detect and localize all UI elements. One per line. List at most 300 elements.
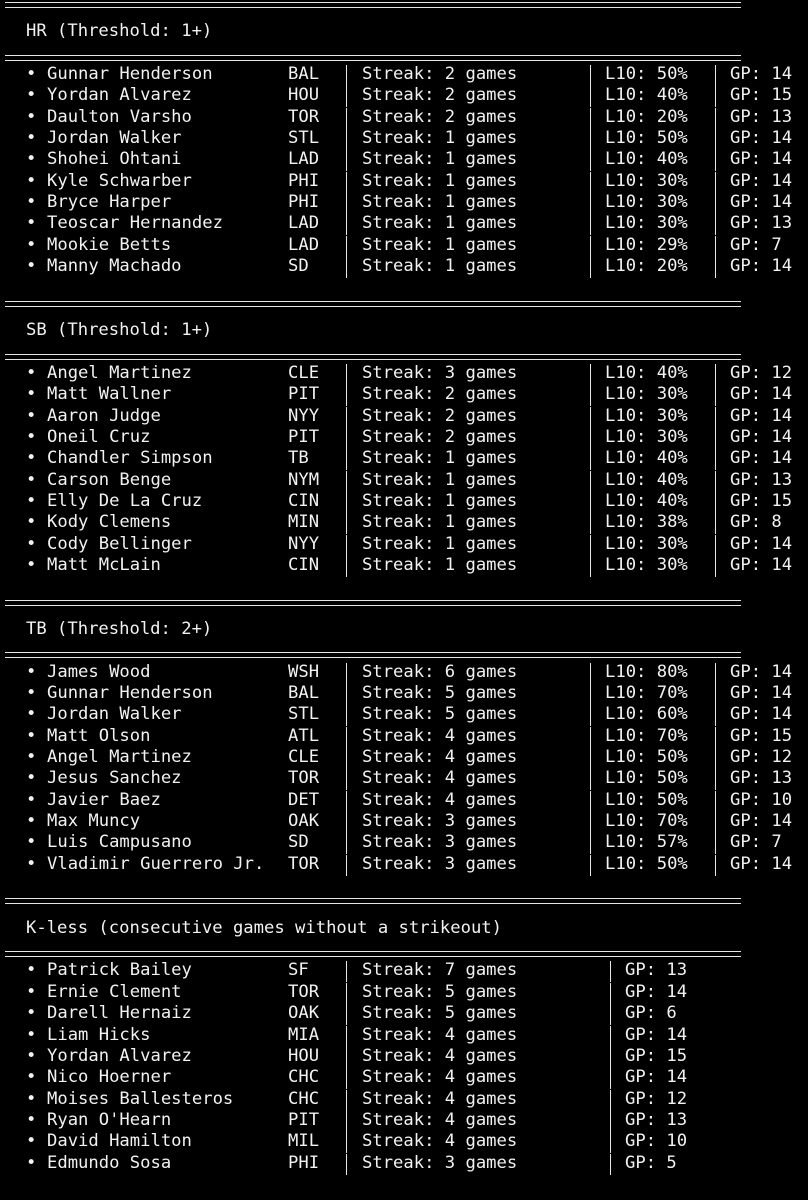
streak-value: Streak: 4 games: [362, 1067, 518, 1088]
player-name: Kody Clemens: [47, 512, 172, 533]
l10-value: L10: 30%: [605, 213, 688, 234]
player-row: [5, 512, 805, 533]
bullet-icon: •: [26, 704, 37, 725]
team-code: CIN: [288, 490, 320, 511]
player-row: [5, 1153, 805, 1174]
l10-value: L10: 50%: [605, 128, 688, 149]
streak-value: Streak: 5 games: [362, 981, 518, 1002]
bullet-icon: •: [26, 533, 37, 554]
player-name: Yordan Alvarez: [47, 1045, 192, 1066]
column-separator: [590, 727, 591, 748]
player-row: [5, 982, 805, 1003]
player-name: Vladimir Guerrero Jr.: [47, 853, 265, 874]
column-separator: [346, 961, 347, 982]
streak-value: Streak: 1 games: [362, 128, 518, 149]
streak-value: Streak: 1 games: [362, 192, 518, 213]
l10-value: L10: 50%: [605, 64, 688, 85]
player-row: [5, 534, 805, 555]
column-separator: [590, 214, 591, 235]
player-name: Daulton Varsho: [47, 106, 192, 127]
column-separator: [715, 812, 716, 833]
column-separator: [590, 150, 591, 171]
column-separator: [346, 385, 347, 406]
bullet-icon: •: [26, 661, 37, 682]
streak-value: Streak: 1 games: [362, 490, 518, 511]
bullet-icon: •: [26, 1109, 37, 1130]
player-row: [5, 1003, 805, 1024]
column-separator: [346, 1026, 347, 1047]
streak-value: Streak: 4 games: [362, 1045, 518, 1066]
l10-value: L10: 57%: [605, 832, 688, 853]
column-separator: [715, 364, 716, 385]
player-row: [5, 448, 805, 469]
player-name: Javier Baez: [47, 789, 161, 810]
column-separator: [715, 193, 716, 214]
l10-value: L10: 30%: [605, 533, 688, 554]
section-title: SB (Threshold: 1+): [26, 320, 213, 341]
gp-value: GP: 14: [730, 683, 793, 703]
bullet-icon: •: [26, 405, 37, 426]
column-separator: [346, 407, 347, 428]
player-name: Matt Wallner: [47, 384, 172, 405]
bullet-icon: •: [26, 960, 37, 981]
streak-value: Streak: 7 games: [362, 960, 518, 981]
player-name: Max Muncy: [47, 811, 141, 832]
team-code: CHC: [288, 1067, 320, 1088]
gp-value: GP: 13: [625, 960, 688, 981]
divider-top: [5, 896, 805, 917]
streak-value: Streak: 4 games: [362, 725, 518, 746]
column-separator: [346, 748, 347, 769]
blank-line: [5, 875, 805, 896]
player-row: [5, 406, 805, 427]
gp-value: GP: 14: [625, 1024, 688, 1045]
team-code: LAD: [288, 149, 320, 170]
player-row: [5, 470, 805, 491]
streak-value: Streak: 1 games: [362, 213, 518, 234]
column-separator: [715, 65, 716, 86]
streak-value: Streak: 4 games: [362, 789, 518, 810]
player-row: [5, 64, 805, 85]
streak-value: Streak: 2 games: [362, 384, 518, 405]
player-name: Luis Campusano: [47, 832, 192, 853]
l10-value: L10: 20%: [605, 256, 688, 277]
player-row: [5, 107, 805, 128]
team-code: MIN: [288, 512, 320, 533]
player-name: Elly De La Cruz: [47, 490, 203, 511]
team-code: OAK: [288, 811, 320, 832]
gp-value: GP: 14: [625, 981, 688, 1002]
l10-value: L10: 20%: [605, 106, 688, 127]
column-separator: [590, 449, 591, 470]
bullet-icon: •: [26, 768, 37, 789]
streak-value: Streak: 2 games: [362, 85, 518, 106]
team-code: HOU: [288, 1045, 320, 1066]
player-row: [5, 363, 805, 384]
bullet-icon: •: [26, 853, 37, 874]
bullet-icon: •: [26, 512, 37, 533]
column-separator: [346, 193, 347, 214]
team-code: TB: [288, 448, 309, 469]
column-separator: [715, 236, 716, 257]
column-separator: [590, 684, 591, 705]
column-separator: [346, 236, 347, 257]
player-row: [5, 128, 805, 149]
team-code: SD: [288, 256, 309, 277]
divider-bottom: [5, 43, 805, 64]
player-name: James Wood: [47, 661, 151, 682]
player-name: Bryce Harper: [47, 192, 172, 213]
column-separator: [346, 492, 347, 513]
column-separator: [346, 65, 347, 86]
column-separator: [346, 684, 347, 705]
player-row: [5, 960, 805, 981]
divider-line: [5, 354, 741, 360]
team-code: PHI: [288, 170, 320, 191]
divider-bottom: [5, 342, 805, 363]
team-code: STL: [288, 128, 320, 149]
gp-value: GP: 13: [730, 469, 793, 490]
gp-value: GP: 14: [730, 405, 793, 426]
streak-value: Streak: 4 games: [362, 1024, 518, 1045]
streak-value: Streak: 2 games: [362, 405, 518, 426]
team-code: NYM: [288, 469, 320, 490]
gp-value: GP: 14: [730, 170, 793, 191]
gp-value: GP: 14: [730, 64, 793, 85]
player-name: Edmundo Sosa: [47, 1152, 172, 1173]
player-row: [5, 384, 805, 405]
l10-value: L10: 50%: [605, 768, 688, 789]
team-code: BAL: [288, 683, 320, 703]
streak-value: Streak: 2 games: [362, 64, 518, 85]
player-row: [5, 235, 805, 256]
column-separator: [715, 748, 716, 769]
column-separator: [590, 428, 591, 449]
column-separator: [346, 1090, 347, 1111]
column-separator: [715, 129, 716, 150]
player-name: David Hamilton: [47, 1131, 192, 1152]
bullet-icon: •: [26, 747, 37, 768]
player-row: [5, 854, 805, 875]
column-separator: [590, 556, 591, 577]
streak-value: Streak: 1 games: [362, 149, 518, 170]
divider-line: [5, 600, 741, 606]
bullet-icon: •: [26, 469, 37, 490]
player-row: [5, 171, 805, 192]
streak-value: Streak: 1 games: [362, 448, 518, 469]
column-separator: [715, 257, 716, 278]
column-separator: [715, 449, 716, 470]
player-name: Teoscar Hernandez: [47, 213, 223, 234]
gp-value: GP: 15: [730, 490, 793, 511]
column-separator: [590, 193, 591, 214]
blank-line: [5, 576, 805, 597]
bullet-icon: •: [26, 981, 37, 1002]
bullet-icon: •: [26, 170, 37, 191]
team-code: SD: [288, 832, 309, 853]
gp-value: GP: 14: [730, 256, 793, 277]
divider-bottom: [5, 939, 805, 960]
gp-value: GP: 6: [625, 1003, 677, 1024]
column-separator: [346, 983, 347, 1004]
player-row: [5, 1046, 805, 1067]
bullet-icon: •: [26, 1067, 37, 1088]
bullet-icon: •: [26, 362, 37, 383]
column-separator: [590, 257, 591, 278]
column-separator: [346, 129, 347, 150]
divider-line: [5, 301, 741, 307]
streak-value: Streak: 2 games: [362, 106, 518, 127]
gp-value: GP: 15: [730, 85, 793, 106]
column-separator: [715, 385, 716, 406]
l10-value: L10: 40%: [605, 149, 688, 170]
team-code: TOR: [288, 768, 320, 789]
divider-line: [5, 652, 741, 658]
streak-value: Streak: 1 games: [362, 256, 518, 277]
column-separator: [346, 1047, 347, 1068]
column-separator: [590, 855, 591, 876]
player-row: [5, 427, 805, 448]
team-code: CIN: [288, 554, 320, 575]
player-row: [5, 811, 805, 832]
player-name: Moises Ballesteros: [47, 1088, 234, 1109]
l10-value: L10: 30%: [605, 426, 688, 447]
streak-value: Streak: 4 games: [362, 1109, 518, 1130]
gp-value: GP: 7: [730, 832, 782, 853]
bullet-icon: •: [26, 789, 37, 810]
streak-value: Streak: 1 games: [362, 554, 518, 575]
column-separator: [346, 556, 347, 577]
column-separator: [715, 791, 716, 812]
player-name: Matt Olson: [47, 725, 151, 746]
column-separator: [715, 556, 716, 577]
streak-value: Streak: 4 games: [362, 747, 518, 768]
l10-value: L10: 50%: [605, 789, 688, 810]
gp-value: GP: 14: [730, 128, 793, 149]
player-name: Manny Machado: [47, 256, 182, 277]
column-separator: [590, 236, 591, 257]
player-name: Gunnar Henderson: [47, 64, 213, 85]
player-name: Jordan Walker: [47, 704, 182, 725]
terminal-output: [5, 0, 805, 1200]
team-code: PHI: [288, 1152, 320, 1173]
team-code: OAK: [288, 1003, 320, 1024]
l10-value: L10: 50%: [605, 747, 688, 768]
team-code: MIL: [288, 1131, 320, 1152]
gp-value: GP: 14: [730, 704, 793, 725]
column-separator: [346, 108, 347, 129]
column-separator: [610, 983, 611, 1004]
column-separator: [610, 1068, 611, 1089]
gp-value: GP: 12: [730, 747, 793, 768]
player-name: Yordan Alvarez: [47, 85, 192, 106]
player-name: Ryan O'Hearn: [47, 1109, 172, 1130]
column-separator: [715, 471, 716, 492]
column-separator: [346, 705, 347, 726]
column-separator: [346, 535, 347, 556]
bullet-icon: •: [26, 554, 37, 575]
player-row: [5, 1110, 805, 1131]
l10-value: L10: 29%: [605, 234, 688, 255]
team-code: NYY: [288, 405, 320, 426]
bullet-icon: •: [26, 1088, 37, 1109]
gp-value: GP: 14: [730, 533, 793, 554]
streak-value: Streak: 4 games: [362, 1088, 518, 1109]
player-name: Gunnar Henderson: [47, 683, 213, 703]
column-separator: [715, 513, 716, 534]
player-row: [5, 747, 805, 768]
player-name: Kyle Schwarber: [47, 170, 192, 191]
stat-section: [5, 896, 805, 1173]
column-separator: [590, 705, 591, 726]
column-separator: [590, 812, 591, 833]
team-code: PIT: [288, 1109, 320, 1130]
column-separator: [346, 364, 347, 385]
streak-value: Streak: 5 games: [362, 683, 518, 703]
gp-value: GP: 14: [730, 811, 793, 832]
column-separator: [590, 535, 591, 556]
team-code: SF: [288, 960, 309, 981]
column-separator: [715, 705, 716, 726]
gp-value: GP: 14: [730, 192, 793, 213]
gp-value: GP: 5: [625, 1152, 677, 1173]
column-separator: [346, 769, 347, 790]
bullet-icon: •: [26, 234, 37, 255]
team-code: CHC: [288, 1088, 320, 1109]
column-separator: [715, 855, 716, 876]
streak-value: Streak: 5 games: [362, 704, 518, 725]
bullet-icon: •: [26, 426, 37, 447]
streak-value: Streak: 3 games: [362, 811, 518, 832]
bullet-icon: •: [26, 832, 37, 853]
column-separator: [346, 449, 347, 470]
player-name: Oneil Cruz: [47, 426, 151, 447]
section-title: K-less (consecutive games without a strikeout): [26, 917, 502, 938]
column-separator: [346, 791, 347, 812]
bullet-icon: •: [26, 256, 37, 277]
column-separator: [346, 833, 347, 854]
l10-value: L10: 70%: [605, 683, 688, 703]
column-separator: [715, 407, 716, 428]
gp-value: GP: 14: [625, 1067, 688, 1088]
column-separator: [346, 513, 347, 534]
column-separator: [610, 1154, 611, 1175]
team-code: PIT: [288, 426, 320, 447]
bullet-icon: •: [26, 725, 37, 746]
bullet-icon: •: [26, 64, 37, 85]
column-separator: [346, 812, 347, 833]
player-row: [5, 1067, 805, 1088]
gp-value: GP: 13: [625, 1109, 688, 1130]
streak-value: Streak: 4 games: [362, 768, 518, 789]
l10-value: L10: 30%: [605, 384, 688, 405]
column-separator: [346, 257, 347, 278]
column-separator: [346, 150, 347, 171]
divider-top: [5, 299, 805, 320]
column-separator: [346, 727, 347, 748]
bullet-icon: •: [26, 683, 37, 703]
player-name: Aaron Judge: [47, 405, 161, 426]
streak-value: Streak: 5 games: [362, 1003, 518, 1024]
bullet-icon: •: [26, 1024, 37, 1045]
l10-value: L10: 40%: [605, 362, 688, 383]
column-separator: [590, 129, 591, 150]
column-separator: [715, 150, 716, 171]
team-code: LAD: [288, 213, 320, 234]
player-row: [5, 1131, 805, 1152]
bullet-icon: •: [26, 1152, 37, 1173]
column-separator: [715, 492, 716, 513]
l10-value: L10: 30%: [605, 192, 688, 213]
bullet-icon: •: [26, 1003, 37, 1024]
gp-value: GP: 14: [730, 384, 793, 405]
team-code: LAD: [288, 234, 320, 255]
player-row: [5, 192, 805, 213]
team-code: STL: [288, 704, 320, 725]
column-separator: [590, 663, 591, 684]
gp-value: GP: 12: [730, 362, 793, 383]
column-separator: [590, 748, 591, 769]
gp-value: GP: 10: [625, 1131, 688, 1152]
bullet-icon: •: [26, 1131, 37, 1152]
l10-value: L10: 40%: [605, 469, 688, 490]
gp-value: GP: 14: [730, 554, 793, 575]
player-name: Jordan Walker: [47, 128, 182, 149]
gp-value: GP: 7: [730, 234, 782, 255]
l10-value: L10: 30%: [605, 170, 688, 191]
column-separator: [715, 535, 716, 556]
column-separator: [590, 65, 591, 86]
bullet-icon: •: [26, 490, 37, 511]
column-separator: [715, 172, 716, 193]
column-separator: [590, 108, 591, 129]
column-separator: [590, 833, 591, 854]
divider-line: [5, 2, 741, 8]
bullet-icon: •: [26, 106, 37, 127]
column-separator: [715, 684, 716, 705]
streak-value: Streak: 3 games: [362, 362, 518, 383]
column-separator: [610, 1047, 611, 1068]
l10-value: L10: 80%: [605, 661, 688, 682]
player-name: Darell Hernaiz: [47, 1003, 192, 1024]
team-code: CLE: [288, 747, 320, 768]
bullet-icon: •: [26, 149, 37, 170]
column-separator: [590, 364, 591, 385]
column-separator: [346, 214, 347, 235]
bullet-icon: •: [26, 1045, 37, 1066]
player-name: Cody Bellinger: [47, 533, 192, 554]
divider-bottom: [5, 640, 805, 661]
column-separator: [715, 663, 716, 684]
player-name: Nico Hoerner: [47, 1067, 172, 1088]
team-code: PHI: [288, 192, 320, 213]
player-name: Chandler Simpson: [47, 448, 213, 469]
player-name: Jesus Sanchez: [47, 768, 182, 789]
gp-value: GP: 14: [730, 661, 793, 682]
divider-line: [5, 55, 741, 61]
stat-section: [5, 598, 805, 897]
l10-value: L10: 38%: [605, 512, 688, 533]
column-separator: [610, 1132, 611, 1153]
team-code: PIT: [288, 384, 320, 405]
column-separator: [715, 428, 716, 449]
column-separator: [610, 961, 611, 982]
gp-value: GP: 14: [730, 853, 793, 874]
column-separator: [590, 86, 591, 107]
column-separator: [590, 407, 591, 428]
column-separator: [590, 172, 591, 193]
player-row: [5, 1089, 805, 1110]
